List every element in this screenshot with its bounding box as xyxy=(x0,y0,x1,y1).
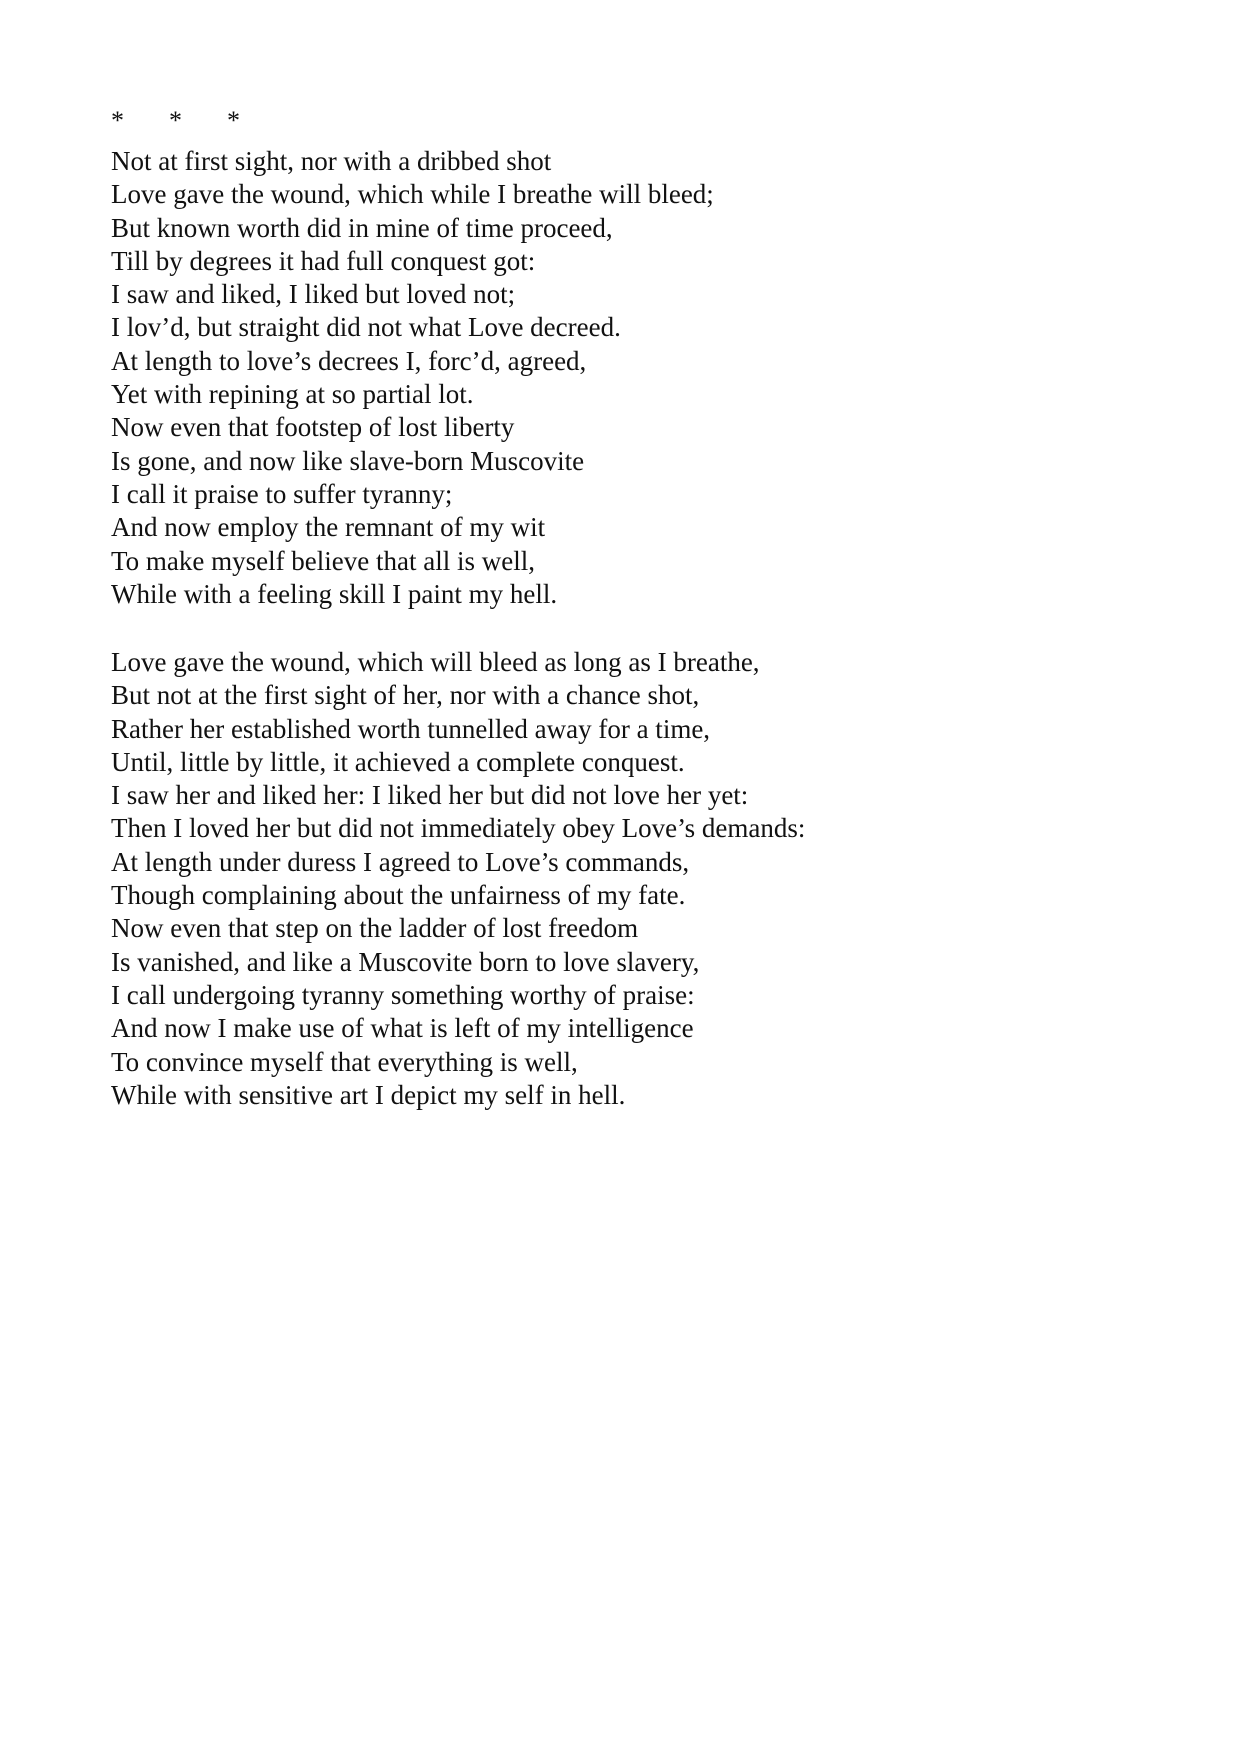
translation-line: At length under duress I agreed to Love’s commands, xyxy=(111,846,690,877)
poem-line: I saw and liked, I liked but loved not; xyxy=(111,279,516,310)
translation-line: Is vanished, and like a Muscovite born to love slavery, xyxy=(111,946,700,977)
poem-line: But known worth did in mine of time proceed, xyxy=(111,212,613,243)
poem-line: To make myself believe that all is well, xyxy=(111,545,535,576)
translation-line: I saw her and liked her: I liked her but did not love her yet: xyxy=(111,780,749,811)
translation-line: But not at the first sight of her, nor with a chance shot, xyxy=(111,680,700,711)
poem-stanza xyxy=(111,145,714,611)
translation-line: Love gave the wound, which will bleed as long as I breathe, xyxy=(111,647,760,677)
poem-line: Love gave the wound, which while I breathe will bleed; xyxy=(111,179,714,210)
poem-line: And now employ the remnant of my wit xyxy=(111,512,546,543)
translation-line: Until, little by little, it achieved a complete conquest. xyxy=(111,746,685,777)
translation-line: Rather her established worth tunnelled away for a time, xyxy=(111,713,711,744)
poem-line: Till by degrees it had full conquest got: xyxy=(111,245,536,276)
poem-line: Yet with repining at so partial lot. xyxy=(111,379,474,410)
translation-line: And now I make use of what is left of my intelligence xyxy=(111,1013,694,1044)
translation-line: Now even that step on the ladder of lost freedom xyxy=(111,913,639,944)
translation-line: While with sensitive art I depict my self in hell. xyxy=(111,1079,626,1110)
translation-line: Though complaining about the unfairness of my fate. xyxy=(111,880,686,911)
poem-line: At length to love’s decrees I, forc’d, agreed, xyxy=(111,345,587,376)
translation-stanza xyxy=(111,646,805,1112)
poem-line: While with a feeling skill I paint my hell. xyxy=(111,578,558,609)
translation-line: I call undergoing tyranny something worthy of praise: xyxy=(111,979,695,1010)
poem-line: I lov’d, but straight did not what Love decreed. xyxy=(111,312,621,343)
poem-line: Is gone, and now like slave-born Muscovite xyxy=(111,445,585,476)
translation-line: Then I loved her but did not immediately obey Love’s demands: xyxy=(111,813,806,844)
poem-line: Now even that footstep of lost liberty xyxy=(111,412,515,443)
translation-line: To convince myself that everything is well, xyxy=(111,1046,578,1077)
section-ornament: * * * xyxy=(111,106,240,135)
poem-line: I call it praise to suffer tyranny; xyxy=(111,478,453,509)
poem-line: Not at first sight, nor with a dribbed shot xyxy=(111,146,552,176)
